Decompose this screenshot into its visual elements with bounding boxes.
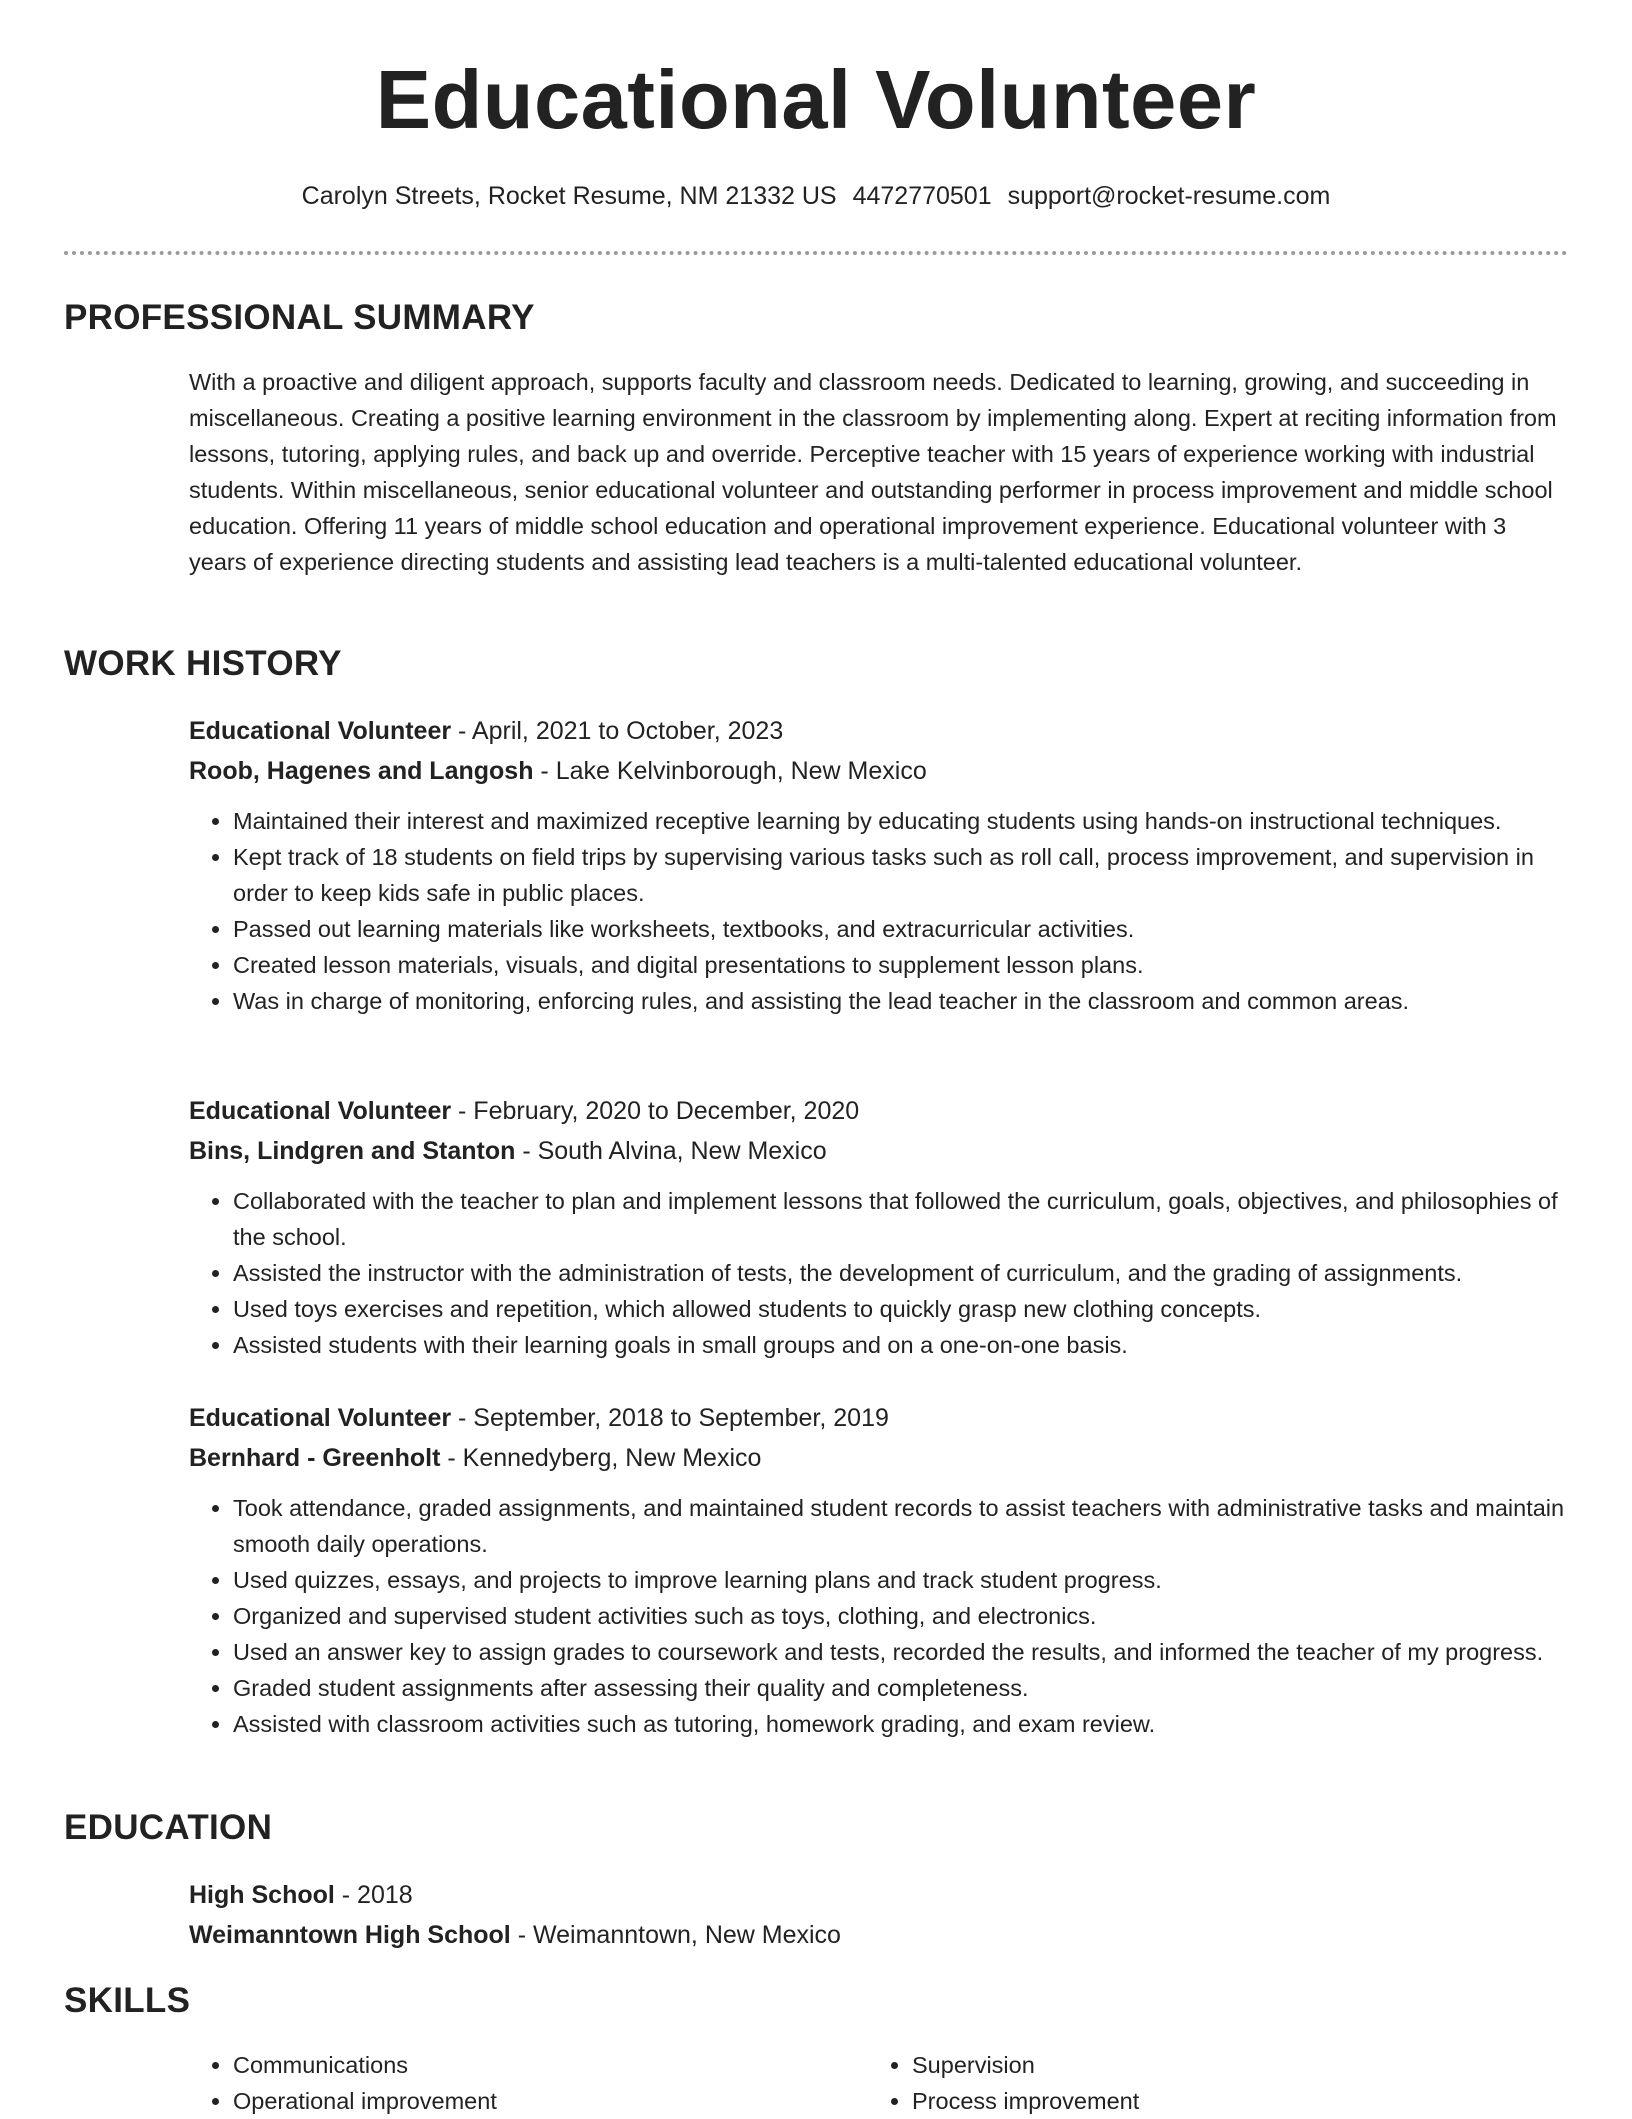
job-company: Roob, Hagenes and Langosh — [189, 757, 534, 785]
list-item: • Supervision — [912, 2047, 1488, 2083]
list-item: • Kept track of 18 students on field trips by supervising various tasks such as roll call, process improvement, and supervision in order to keep kids safe in public places. — [233, 839, 1569, 911]
header-divider — [64, 251, 1568, 255]
skills-column-right — [868, 2047, 1488, 2119]
education-school: Weimanntown High School — [189, 1921, 511, 1949]
list-item: • Used toys exercises and repetition, which allowed students to quickly grasp new clothing concepts. — [233, 1291, 1569, 1327]
education-entry — [189, 1875, 1569, 1955]
skills-list-left — [189, 2047, 809, 2119]
contact-address: Carolyn Streets, Rocket Resume, NM 21332 US — [301, 182, 837, 210]
job-role: Educational Volunteer — [189, 1097, 452, 1125]
work-history-heading: WORK HISTORY — [64, 644, 342, 683]
job-bullets — [189, 803, 1569, 1019]
job-entry-2 — [189, 1091, 1569, 1363]
list-item: • Assisted with classroom activities such as tutoring, homework grading, and exam review. — [233, 1706, 1569, 1742]
skills-list-right — [868, 2047, 1488, 2119]
job-entry-1 — [189, 711, 1569, 1019]
job-bullets — [189, 1490, 1569, 1742]
education-location: - Weimanntown, New Mexico — [510, 1921, 841, 1949]
list-item: • Used an answer key to assign grades to coursework and tests, recorded the results, and informed the teacher of my progress. — [233, 1634, 1569, 1670]
job-location: - Kennedyberg, New Mexico — [440, 1444, 762, 1472]
list-item: • Communications — [233, 2047, 809, 2083]
job-company: Bins, Lindgren and Stanton — [189, 1137, 516, 1165]
job-location: - South Alvina, New Mexico — [515, 1137, 827, 1165]
education-degree: High School — [189, 1881, 335, 1909]
job-company-line — [189, 1438, 1569, 1478]
list-item: • Created lesson materials, visuals, and digital presentations to supplement lesson plans. — [233, 947, 1569, 983]
job-bullets — [189, 1183, 1569, 1363]
job-entry-3 — [189, 1398, 1569, 1742]
list-item: • Process improvement — [912, 2083, 1488, 2119]
candidate-name: Educational Volunteer — [375, 53, 1257, 146]
job-company-line — [189, 751, 1569, 791]
list-item: • Was in charge of monitoring, enforcing rules, and assisting the lead teacher in the classroom and common areas. — [233, 983, 1569, 1019]
contact-line — [0, 180, 1632, 213]
job-dates: - September, 2018 to September, 2019 — [451, 1404, 889, 1432]
summary-section — [189, 364, 1569, 580]
contact-phone: 4472770501 — [852, 182, 992, 210]
job-company: Bernhard - Greenholt — [189, 1444, 441, 1472]
job-role: Educational Volunteer — [189, 1404, 452, 1432]
list-item: • Organized and supervised student activities such as toys, clothing, and electronics. — [233, 1598, 1569, 1634]
job-company-line — [189, 1131, 1569, 1171]
list-item: • Assisted students with their learning goals in small groups and on a one-on-one basis. — [233, 1327, 1569, 1363]
skills-column-left — [189, 2047, 809, 2119]
job-dates: - April, 2021 to October, 2023 — [451, 717, 784, 745]
contact-email: support@rocket-resume.com — [1007, 182, 1331, 210]
job-dates: - February, 2020 to December, 2020 — [451, 1097, 860, 1125]
job-location: - Lake Kelvinborough, New Mexico — [533, 757, 927, 785]
education-degree-line — [189, 1875, 1569, 1915]
skills-heading: SKILLS — [64, 1981, 191, 2020]
list-item: • Graded student assignments after assessing their quality and completeness. — [233, 1670, 1569, 1706]
list-item: • Operational improvement — [233, 2083, 809, 2119]
summary-heading: PROFESSIONAL SUMMARY — [64, 298, 535, 337]
list-item: • Used quizzes, essays, and projects to improve learning plans and track student progress. — [233, 1562, 1569, 1598]
list-item: • Maintained their interest and maximized receptive learning by educating students using hands-on instructional techniques. — [233, 803, 1569, 839]
list-item: • Passed out learning materials like worksheets, textbooks, and extracurricular activities. — [233, 911, 1569, 947]
job-role: Educational Volunteer — [189, 717, 452, 745]
education-year: - 2018 — [334, 1881, 413, 1909]
education-heading: EDUCATION — [64, 1808, 273, 1847]
list-item: • Took attendance, graded assignments, and maintained student records to assist teachers with administrative tasks and maintain smooth daily operations. — [233, 1490, 1569, 1562]
job-title-line — [189, 1091, 1569, 1131]
education-school-line — [189, 1915, 1569, 1955]
summary-text: With a proactive and diligent approach, supports faculty and classroom needs. Dedicated to learning, growing, and succeeding in miscellaneous. Creating a positive learning environment in the classroom by implementing along. Expert at reciting information from lessons, tutoring, applying rules, and back up and override. Perceptive teacher with 15 years of experience working with industrial students. Within miscellaneous, senior educational volunteer and outstanding performer in process improvement and middle school education. Offering 11 years of middle school education and operational improvement experience. Educational volunteer with 3 years of experience directing students and assisting lead teachers is a multi-talented educational volunteer. — [189, 369, 1557, 575]
job-title-line — [189, 1398, 1569, 1438]
list-item: • Collaborated with the teacher to plan and implement lessons that followed the curriculum, goals, objectives, and philosophies of the school. — [233, 1183, 1569, 1255]
job-title-line — [189, 711, 1569, 751]
list-item: • Assisted the instructor with the administration of tests, the development of curriculum, and the grading of assignments. — [233, 1255, 1569, 1291]
